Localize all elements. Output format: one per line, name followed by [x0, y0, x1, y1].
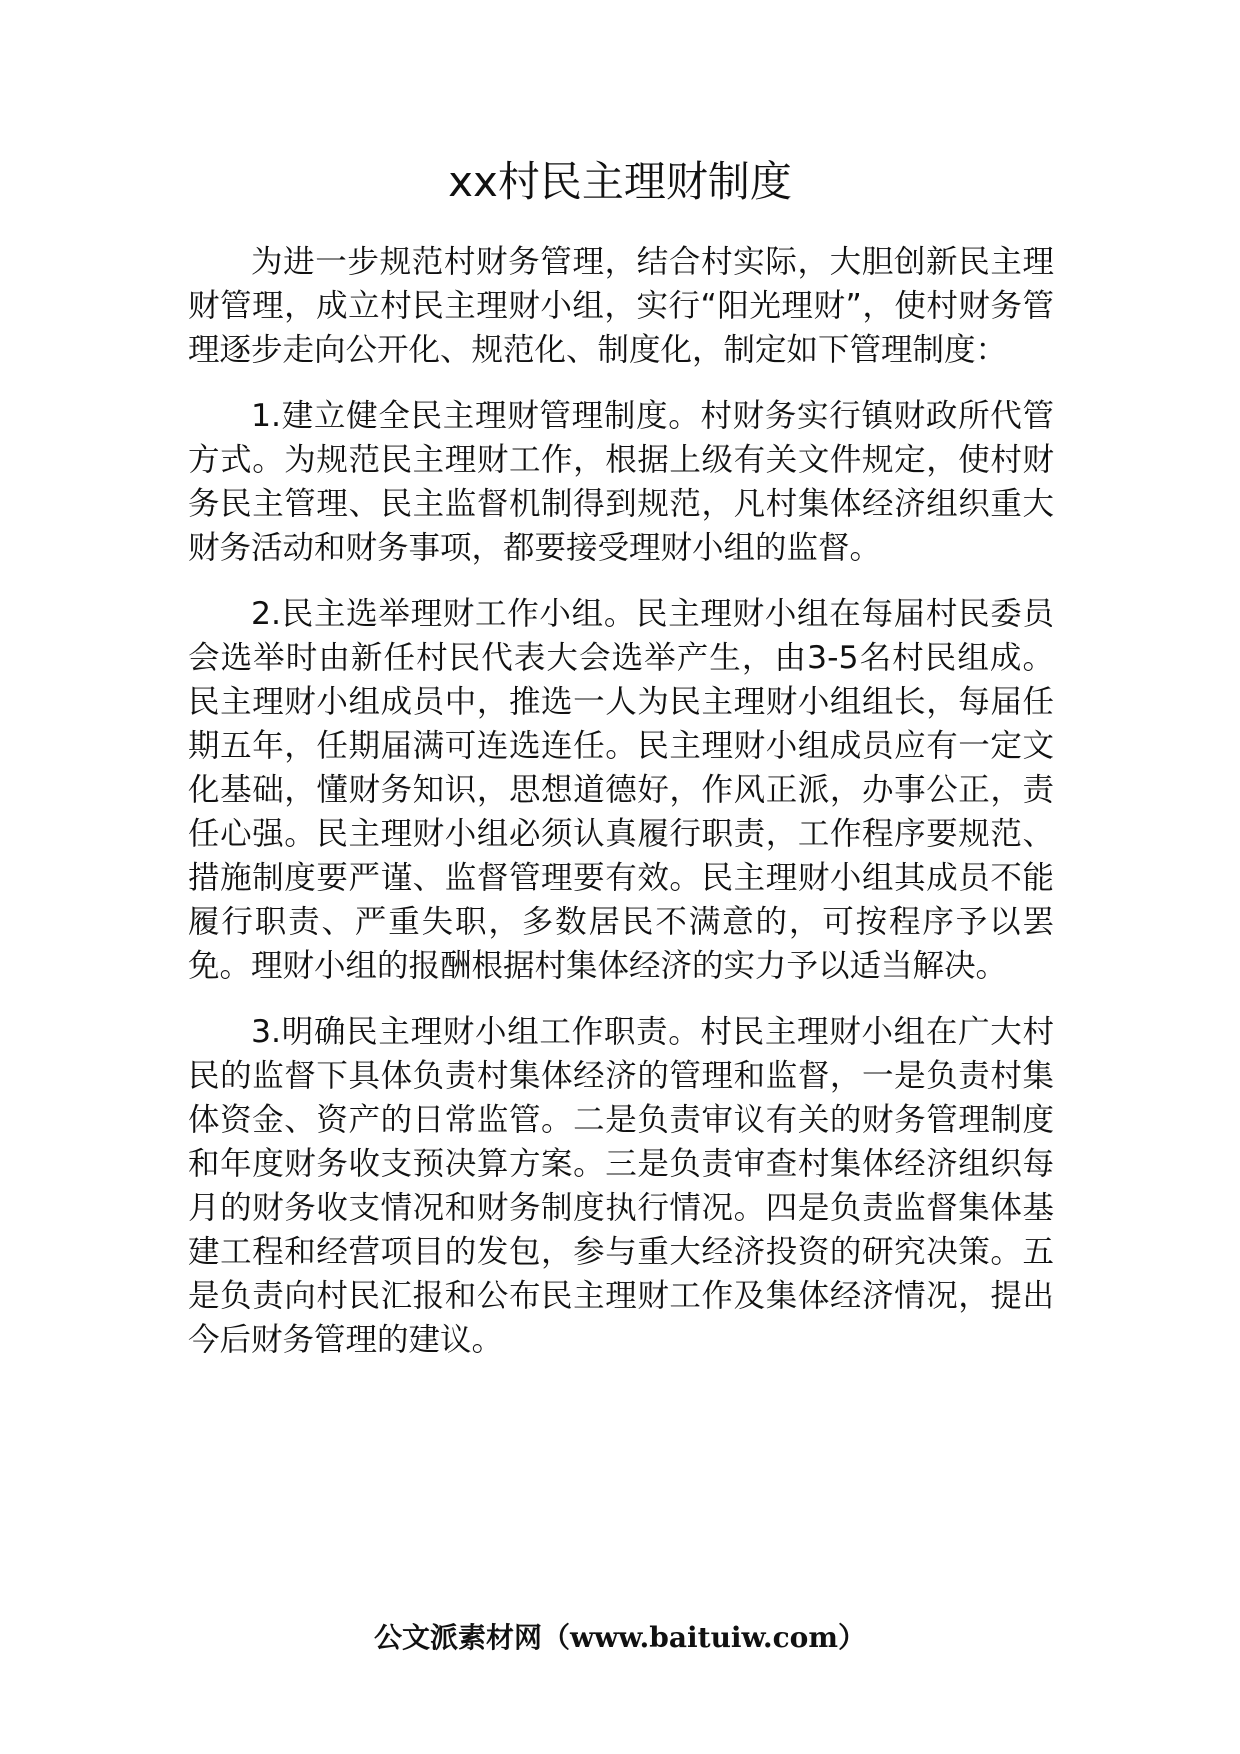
- paragraph-item-2: 2.民主选举理财工作小组。民主理财小组在每届村民委员会选举时由新任村民代表大会选举产生，由3-5名村民组成。民主理财小组成员中，推选一人为民主理财小组组长，每届任期五年，任期届满可连选连任。民主理财小组成员应有一定文化基础，懂财务知识，思想道德好，作风正派，办事公正，责任心强。民主理财小组必须认真履行职责，工作程序要规范、措施制度要严谨、监督管理要有效。民主理财小组其成员不能履行职责、严重失职，多数居民不满意的，可按程序予以罢免。理财小组的报酬根据村集体经济的实力予以适当解决。: [188, 596, 1054, 984]
- document-title: xx村民主理财制度: [448, 157, 792, 206]
- paragraph-intro: 为进一步规范村财务管理，结合村实际，大胆创新民主理财管理，成立村民主理财小组，实行“阳光理财”，使村财务管理逐步走向公开化、规范化、制度化，制定如下管理制度：: [188, 244, 1054, 368]
- paragraph-item-1: 1.建立健全民主理财管理制度。村财务实行镇财政所代管方式。为规范民主理财工作，根据上级有关文件规定，使村财务民主管理、民主监督机制得到规范，凡村集体经济组织重大财务活动和财务事项，都要接受理财小组的监督。: [188, 398, 1054, 566]
- paragraph-item-3: 3.明确民主理财小组工作职责。村民主理财小组在广大村民的监督下具体负责村集体经济的管理和监督，一是负责村集体资金、资产的日常监管。二是负责审议有关的财务管理制度和年度财务收支预决算方案。三是负责审查村集体经济组织每月的财务收支情况和财务制度执行情况。四是负责监督集体基建工程和经营项目的发包，参与重大经济投资的研究决策。五是负责向村民汇报和公布民主理财工作及集体经济情况，提出今后财务管理的建议。: [188, 1014, 1054, 1358]
- footer-source: 公文派素材网（www.baituiw.com）: [374, 1621, 866, 1654]
- document-body: [188, 240, 1054, 1384]
